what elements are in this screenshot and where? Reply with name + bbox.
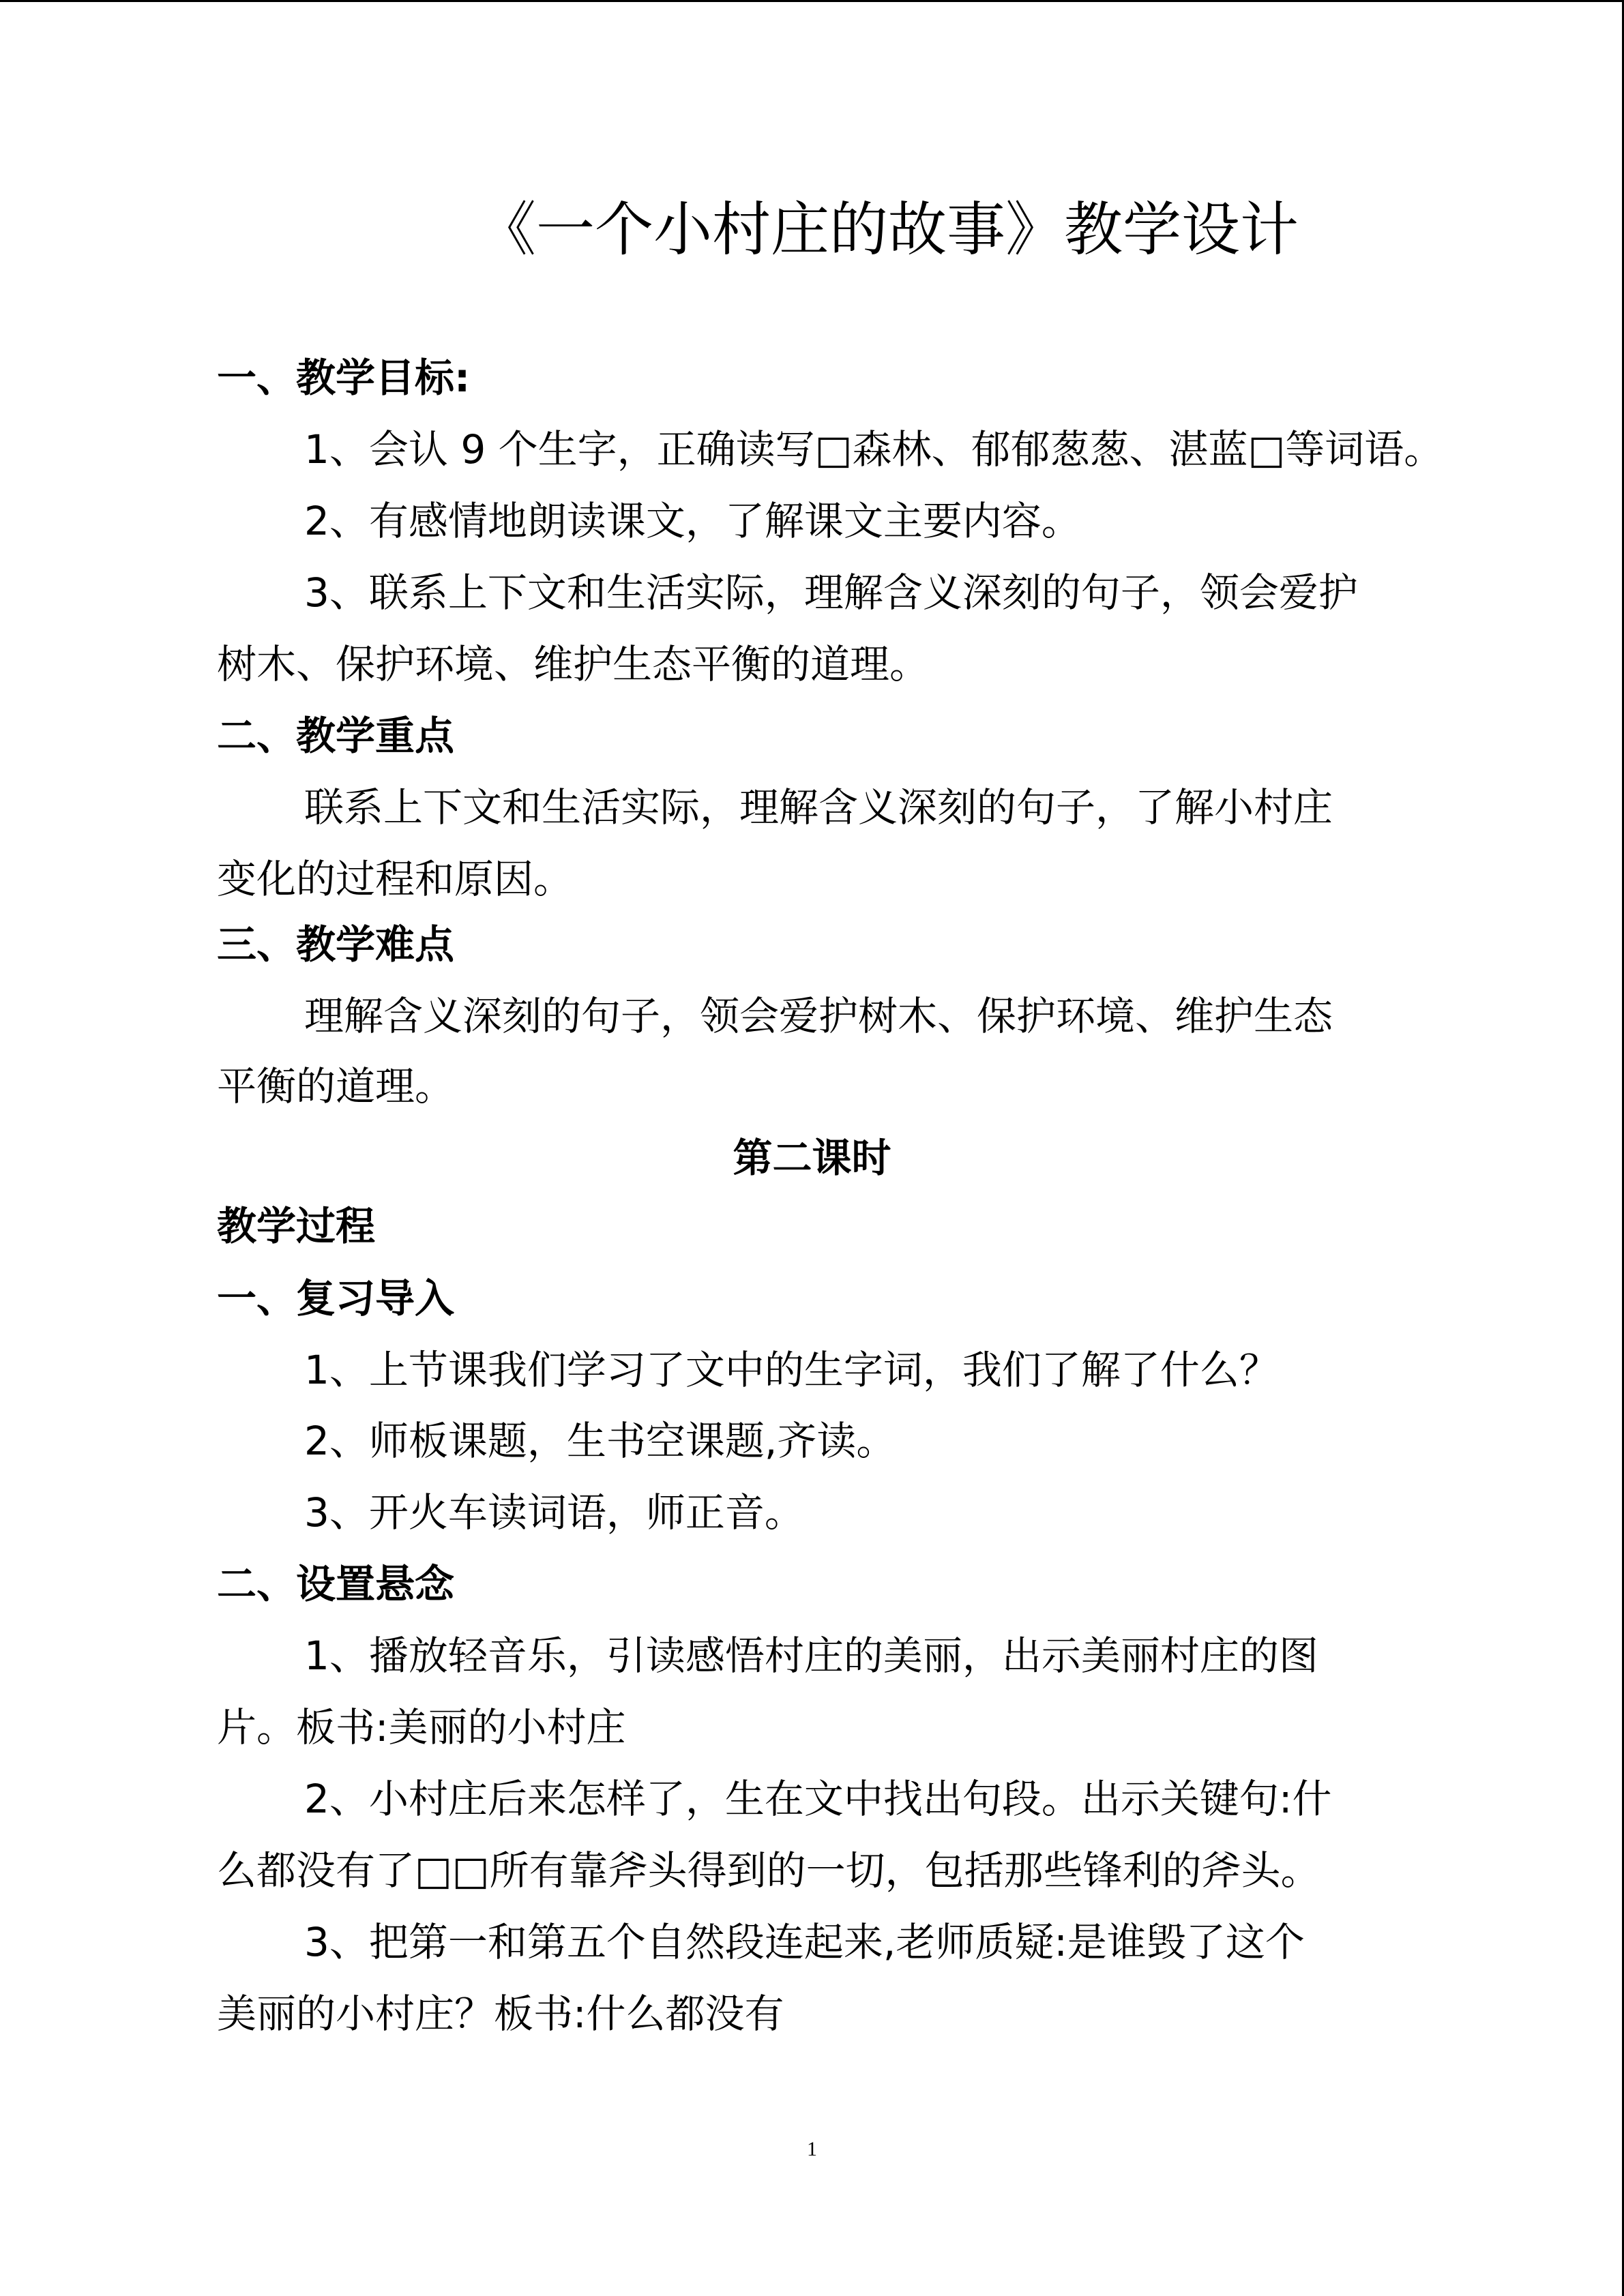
- review-item-2: 2、师板课题，生书空课题,齐读。: [304, 1418, 896, 1464]
- process-heading: 教学过程: [217, 1203, 376, 1249]
- difficulties-line-2: 平衡的道理。: [217, 1063, 455, 1109]
- page-number: 1: [807, 2138, 817, 2160]
- review-item-1: 1、上节课我们学习了文中的生字词，我们了解了什么？: [304, 1347, 1279, 1393]
- part-heading-suspense: 二、设置悬念: [217, 1561, 455, 1607]
- objective-item-1: 1、会认 9 个生字，正确读写□森林、郁郁葱葱、湛蓝□等词语。: [304, 426, 1444, 473]
- lesson-heading: 第二课时: [733, 1135, 891, 1181]
- key-points-line-2: 变化的过程和原因。: [217, 856, 574, 902]
- review-item-3: 3、开火车读词语，师正音。: [304, 1489, 804, 1536]
- objective-item-3: 3、联系上下文和生活实际，理解含义深刻的句子，领会爱护: [304, 569, 1358, 616]
- suspense-line-5: 3、把第一和第五个自然段连起来,老师质疑:是谁毁了这个: [304, 1919, 1305, 1965]
- section-heading-objectives: 一、教学目标:: [217, 355, 471, 401]
- section-heading-key-points: 二、教学重点: [217, 713, 455, 759]
- objective-item-3-continued: 树木、保护环境、维护生态平衡的道理。: [217, 641, 930, 687]
- section-heading-difficulties: 三、教学难点: [217, 921, 455, 968]
- page-border-top: [0, 0, 1624, 2]
- suspense-line-3: 2、小村庄后来怎样了，生在文中找出句段。出示关键句:什: [304, 1776, 1332, 1822]
- suspense-line-4: 么都没有了□□所有靠斧头得到的一切，包括那些锋利的斧头。: [217, 1847, 1320, 1894]
- part-heading-review: 一、复习导入: [217, 1275, 455, 1322]
- document-title: 《一个小村庄的故事》教学设计: [477, 196, 1299, 264]
- difficulties-line-1: 理解含义深刻的句子，领会爱护树木、保护环境、维护生态: [304, 993, 1333, 1039]
- suspense-line-1: 1、播放轻音乐，引读感悟村庄的美丽，出示美丽村庄的图: [304, 1632, 1318, 1679]
- key-points-line-1: 联系上下文和生活实际，理解含义深刻的句子，了解小村庄: [304, 784, 1333, 831]
- suspense-line-6: 美丽的小村庄？板书:什么都没有: [217, 1991, 784, 2037]
- objective-item-2: 2、有感情地朗读课文，了解课文主要内容。: [304, 498, 1081, 544]
- suspense-line-2: 片。板书:美丽的小村庄: [217, 1704, 626, 1750]
